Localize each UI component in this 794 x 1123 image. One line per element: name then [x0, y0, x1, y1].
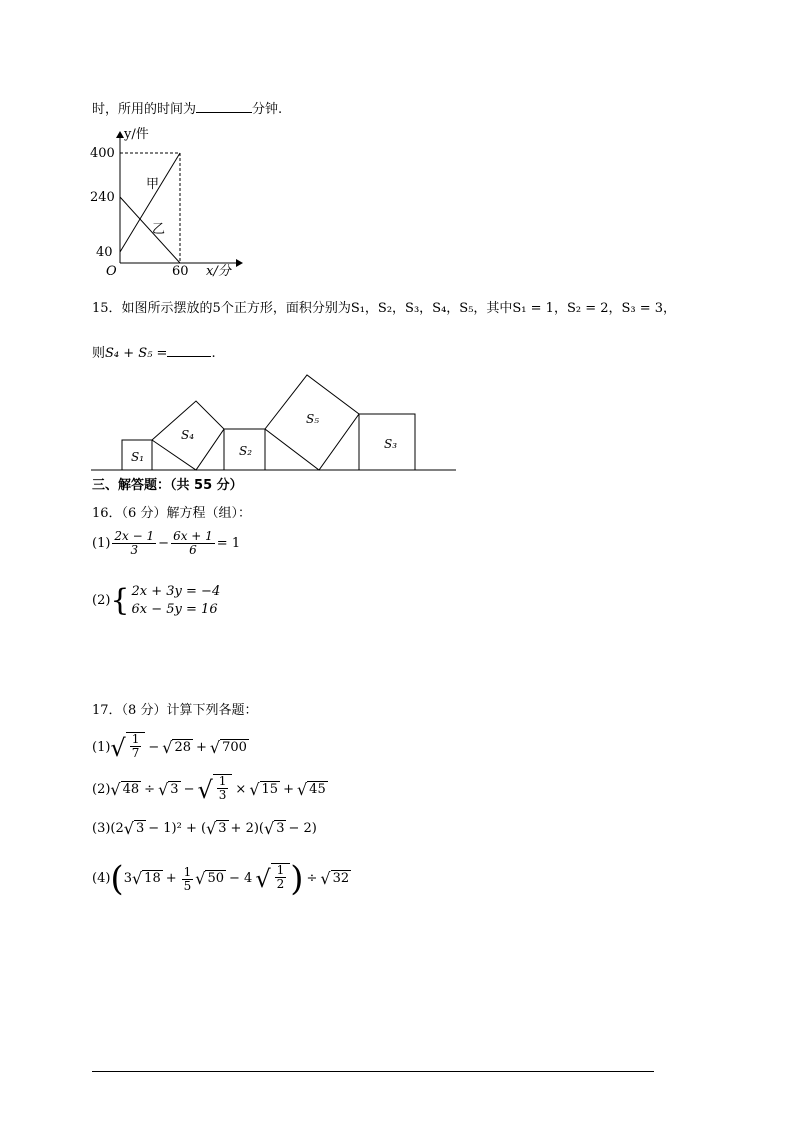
- radical-icon: √: [249, 780, 260, 799]
- q17-p3-label: (3): [92, 821, 111, 836]
- sqrt-3: √ 3: [158, 780, 179, 799]
- q16-p1-rhs: = 1: [216, 535, 241, 551]
- q16-p1-minus: −: [158, 535, 170, 551]
- q17-part1: [92, 732, 249, 764]
- q16-p2-label: (2): [92, 593, 111, 608]
- q17-part2: [92, 774, 328, 806]
- right-paren-icon: ): [290, 859, 304, 899]
- q14-tail-line: [92, 99, 282, 119]
- radical-icon: √: [110, 734, 126, 762]
- q17-p2-div: ÷: [144, 782, 156, 797]
- y-tick-400: 400: [90, 146, 115, 161]
- series-jia-line: [120, 153, 180, 252]
- answer-blank: [167, 343, 211, 357]
- q17-part4: (4) ( 3 √ 18 + $\frac{1}{5}$ √ 50 − 4 √ $\frac{1}{2}$ ) ÷ √ 32: [92, 859, 350, 899]
- sqrt-50: √ 50: [195, 869, 225, 888]
- sqrt-700: √ 700: [209, 738, 247, 757]
- sqrt-48: √ 48: [110, 780, 140, 799]
- sqrt-fraction: √ $\frac{1}{3}$: [197, 774, 232, 806]
- radical-icon: √: [110, 780, 121, 799]
- radical-icon: √: [255, 865, 271, 893]
- q16-part1: [92, 530, 240, 557]
- q17-p2-plus: +: [283, 782, 294, 797]
- q14-tail-prefix: 时，所用的时间为: [92, 102, 197, 117]
- series-yi-line: [120, 197, 180, 263]
- q15-line2-suffix: .: [211, 346, 216, 361]
- q14-tail-suffix: 分钟.: [252, 102, 283, 117]
- q16-p2-eq1: 2x + 3y = −4: [131, 584, 221, 599]
- q17-p1-label: (1): [92, 740, 111, 755]
- radical-icon: √: [123, 819, 134, 838]
- sqrt-32: √ 32: [320, 869, 350, 888]
- x-tick-60: 60: [172, 264, 189, 279]
- q16-p1-label: (1): [92, 535, 111, 551]
- radical-icon: √: [206, 819, 217, 838]
- sqrt-15: √ 15: [249, 780, 279, 799]
- sqrt-28: √ 28: [162, 738, 192, 757]
- radical-icon: √: [162, 738, 173, 757]
- sqrt-18: √ 18: [131, 869, 161, 888]
- radical-icon: √: [197, 776, 213, 804]
- q16-p1-fraction2: $\frac{6x + 1}{6}$: [173, 529, 213, 557]
- answer-blank: [196, 99, 252, 113]
- q15-line2-prefix: 则: [92, 346, 106, 361]
- q15-line1: 15．如图所示摆放的5个正方形，面积分别为S₁，S₂，S₃，S₄，S₅，其中S₁ = 1，S₂ = 2，S₃ = 3，: [92, 301, 677, 316]
- q17-title: 17．（8 分）计算下列各题：: [92, 703, 258, 718]
- y-tick-240: 240: [90, 190, 115, 205]
- q17-p4-label: (4): [92, 871, 111, 886]
- q16-part2: [92, 583, 220, 619]
- q16-title: 16．（6 分）解方程（组）：: [92, 506, 251, 521]
- series-jia-label: 甲: [146, 177, 160, 192]
- radical-icon: √: [131, 869, 143, 888]
- sqrt-fraction: √ $\frac{1}{7}$: [110, 732, 145, 764]
- left-paren-icon: (: [110, 859, 124, 899]
- x-axis-label: x/分: [206, 264, 231, 279]
- fraction-1-5: $\frac{1}{5}$: [183, 864, 192, 893]
- sqrt-3: √ 3: [123, 819, 145, 838]
- q17-p2-label: (2): [92, 782, 111, 797]
- radical-icon: √: [195, 869, 206, 888]
- q16-p2-eq2: 6x − 5y = 16: [131, 602, 218, 617]
- q15-line2: [92, 343, 216, 363]
- section-3-heading: 三、解答题：（共 55 分）: [92, 478, 243, 493]
- label-s3: S₃: [384, 437, 398, 451]
- brace-icon: {: [110, 583, 130, 618]
- radical-icon: √: [264, 819, 275, 838]
- sqrt-3: √ 3: [264, 819, 285, 838]
- q17-p2-minus: −: [183, 782, 195, 797]
- label-s2: S₂: [239, 444, 253, 458]
- footer-rule: [92, 1071, 654, 1072]
- q15-expression: S₄ + S₅ =: [105, 346, 168, 361]
- squares-figure: [88, 368, 460, 476]
- sqrt-fraction: √ $\frac{1}{2}$: [255, 863, 290, 895]
- y-tick-40: 40: [96, 245, 113, 260]
- q16-p1-fraction1: $\frac{2x - 1}{3}$: [114, 529, 155, 557]
- radical-icon: √: [296, 780, 308, 799]
- origin-label: O: [106, 264, 117, 279]
- label-s5: S₅: [306, 412, 320, 426]
- label-s1: S₁: [131, 450, 145, 464]
- series-yi-label: 乙: [152, 222, 166, 237]
- sqrt-3: √ 3: [206, 819, 227, 838]
- q17-part3: (3) (2 √ 3 − 1)² + ( √ 3 + 2)( √ 3 − 2): [92, 819, 317, 838]
- radical-icon: √: [158, 780, 169, 799]
- q17-p2-times: ×: [235, 782, 247, 797]
- q17-p1-plus: +: [196, 740, 207, 755]
- line-graph: [88, 122, 248, 282]
- radical-icon: √: [209, 738, 221, 757]
- radical-icon: √: [320, 869, 331, 888]
- label-s4: S₄: [181, 428, 195, 442]
- y-axis-label: y/件: [124, 127, 149, 142]
- sqrt-45: √ 45: [296, 780, 326, 799]
- q16-p2-system: [110, 583, 220, 619]
- q17-p1-minus: −: [148, 740, 160, 755]
